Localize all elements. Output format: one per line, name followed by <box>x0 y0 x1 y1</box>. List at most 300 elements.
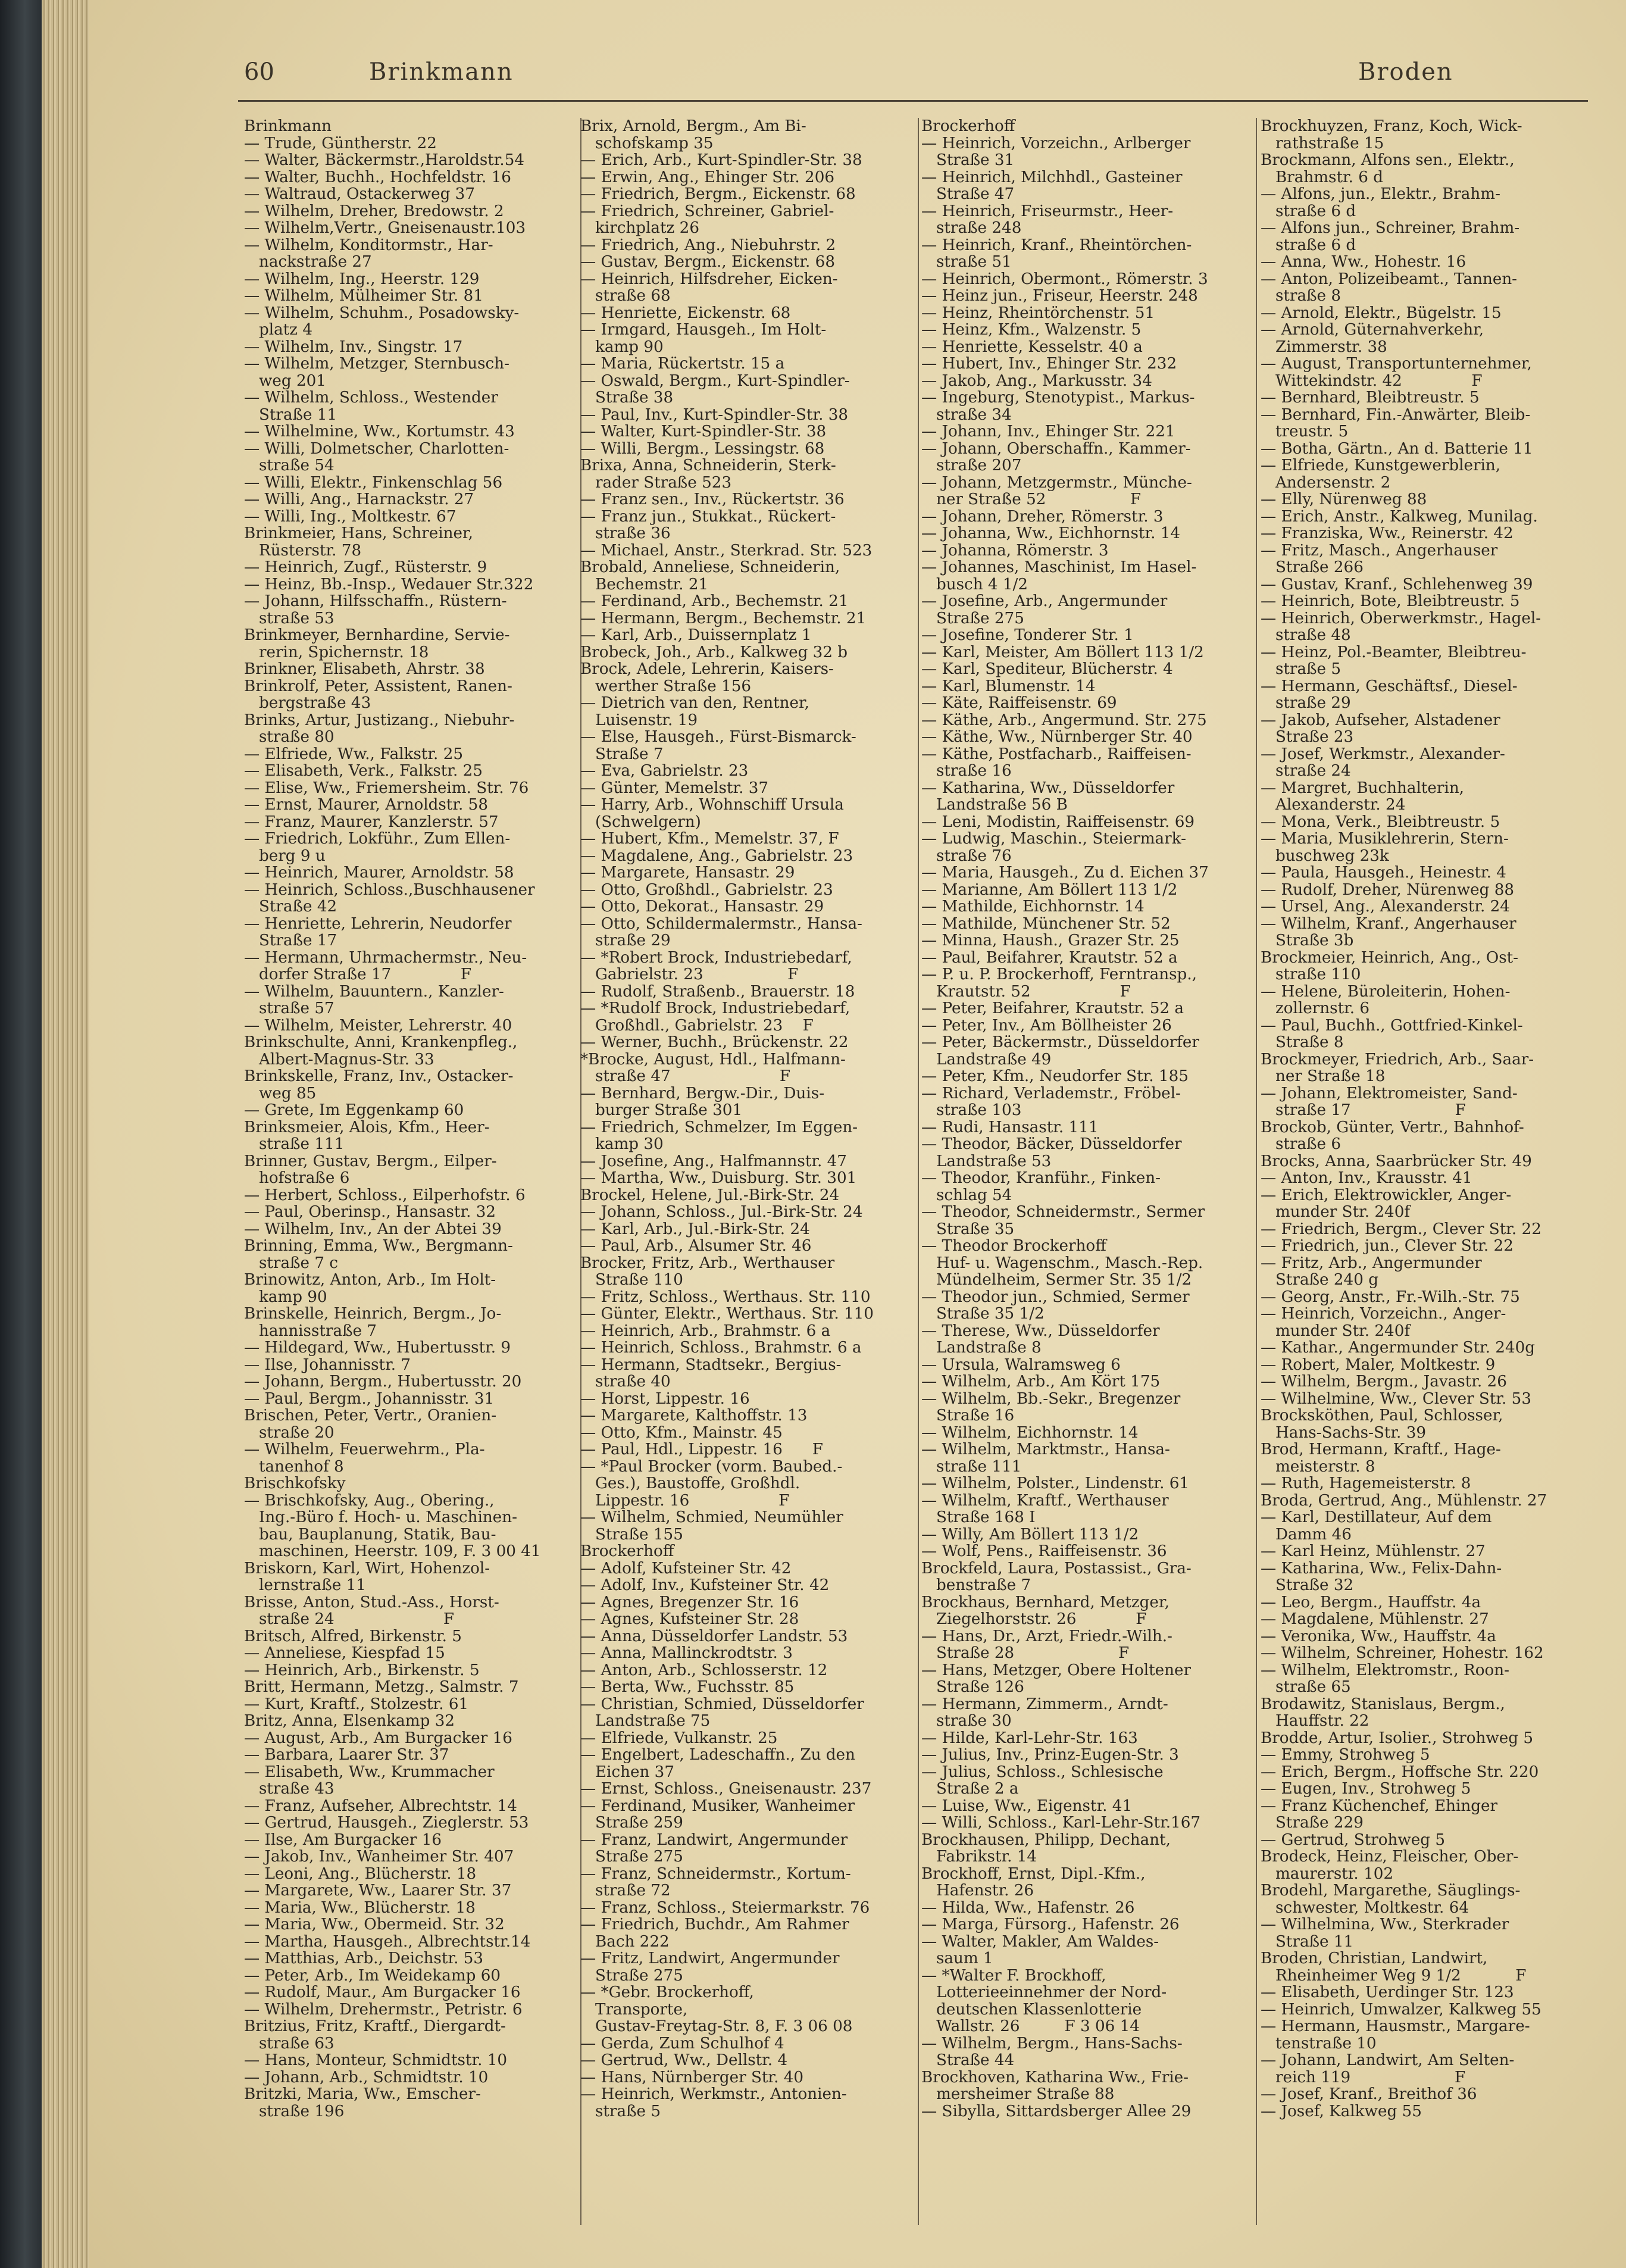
directory-entry-line: Brischkofsky <box>244 1474 346 1492</box>
directory-entry-line: — Josef, Kalkweg 55 <box>1261 2102 1422 2120</box>
directory-entry-line: — Josefine, Ang., Halfmannstr. 47 <box>580 1152 847 1170</box>
directory-entry-line: Brinkschulte, Anni, Krankenpfleg., <box>244 1033 518 1051</box>
directory-entry-line: Straße 11 <box>1261 1932 1354 1951</box>
directory-entry-line: — Günter, Elektr., Werthaus. Str. 110 <box>580 1305 874 1323</box>
directory-column-4 <box>1261 118 1594 2237</box>
directory-entry-line: Brischen, Peter, Vertr., Oranien- <box>244 1407 497 1424</box>
directory-entry-line: kamp 30 <box>580 1135 664 1153</box>
directory-entry-line: — Hubert, Inv., Ehinger Str. 232 <box>921 355 1177 373</box>
directory-entry-line: munder Str. 240f <box>1261 1322 1411 1340</box>
directory-entry-line: — Magdalene, Mühlenstr. 27 <box>1261 1610 1489 1628</box>
directory-entry-line: — Anton, Arb., Schlosserstr. 12 <box>580 1661 828 1679</box>
directory-entry-line: straße 65 <box>1261 1678 1351 1696</box>
directory-entry-line: — Willi, Schloss., Karl-Lehr-Str.167 <box>921 1814 1201 1832</box>
directory-entry-line: straße 34 <box>921 405 1012 424</box>
directory-entry-line: — Anna, Ww., Hohestr. 16 <box>1261 253 1466 271</box>
directory-entry-line: Straße 266 <box>1261 558 1364 576</box>
directory-entry-line: Brinkmeier, Hans, Schreiner, <box>244 524 473 542</box>
directory-entry-line: — Gertrud, Ww., Dellstr. 4 <box>580 2051 788 2069</box>
directory-entry-line: Straße 35 <box>921 1220 1015 1238</box>
directory-entry-line: — Elfriede, Vulkanstr. 25 <box>580 1729 778 1747</box>
directory-entry-line: Britz, Anna, Elsenkamp 32 <box>244 1712 455 1730</box>
directory-entry-line: Alexanderstr. 24 <box>1261 796 1406 814</box>
directory-entry-line: — Anneliese, Kiespfad 15 <box>244 1644 445 1662</box>
directory-entry-line: — Wilhelmina, Ww., Sterkrader <box>1261 1916 1509 1933</box>
directory-entry-line: — Marga, Fürsorg., Hafenstr. 26 <box>921 1916 1180 1933</box>
directory-entry-line: Brinkskelle, Franz, Inv., Ostacker- <box>244 1067 514 1085</box>
directory-entry-line: Brod, Hermann, Kraftf., Hage- <box>1261 1441 1501 1458</box>
directory-entry-line: — Bernhard, Bleibtreustr. 5 <box>1261 389 1480 407</box>
directory-entry-line: — Wilhelm, Bauuntern., Kanzler- <box>244 982 504 1001</box>
directory-entry-line: — Heinrich, Zugf., Rüsterstr. 9 <box>244 558 487 576</box>
directory-entry-line: — Margarete, Hansastr. 29 <box>580 864 795 882</box>
directory-entry-line: hannisstraße 7 <box>244 1322 377 1340</box>
directory-entry-line: Brisse, Anton, Stud.-Ass., Horst- <box>244 1593 499 1611</box>
directory-entry-line: — Elly, Nürenweg 88 <box>1261 491 1427 508</box>
directory-entry-line: lernstraße 11 <box>244 1576 366 1594</box>
directory-entry-line: straße 111 <box>244 1135 345 1153</box>
directory-entry-line: (Schwelgern) <box>580 813 701 831</box>
header-rule <box>238 100 1588 102</box>
directory-entry-line: — Wilhelmine, Ww., Clever Str. 53 <box>1261 1389 1531 1408</box>
directory-entry-line: — Willi, Bergm., Lessingstr. 68 <box>580 439 825 458</box>
directory-entry-line: Hans-Sachs-Str. 39 <box>1261 1423 1427 1442</box>
directory-entry-line: — Friedrich, Bergm., Eickenstr. 68 <box>580 185 856 203</box>
directory-entry-line: — Maria, Ww., Blücherstr. 18 <box>244 1898 476 1917</box>
directory-entry-line: — Gerda, Zum Schulhof 4 <box>580 2034 784 2053</box>
directory-entry-line: maschinen, Heerstr. 109, F. 3 00 41 <box>244 1542 541 1560</box>
directory-entry-line: straße 196 <box>244 2102 345 2120</box>
directory-entry-line: — Käthe, Postfacharb., Raiffeisen- <box>921 745 1192 763</box>
directory-entry-line: treustr. 5 <box>1261 423 1349 441</box>
directory-entry-line: Brockhoven, Katharina Ww., Frie- <box>921 2068 1189 2086</box>
directory-entry-line: — Rudolf, Dreher, Nürenweg 88 <box>1261 880 1515 899</box>
directory-entry-line: — Wolf, Pens., Raiffeisenstr. 36 <box>921 1542 1167 1560</box>
directory-entry-line: Krautstr. 52 F <box>921 982 1131 1001</box>
directory-entry-line: Broden, Christian, Landwirt, <box>1261 1950 1488 1967</box>
directory-entry-line: Brodde, Artur, Isolier., Strohweg 5 <box>1261 1729 1533 1747</box>
directory-entry-line: Straße 44 <box>921 2051 1015 2069</box>
directory-entry-line: tanenhof 8 <box>244 1457 344 1476</box>
directory-entry-line: Ziegelhorststr. 26 F <box>921 1610 1147 1628</box>
directory-entry-line: benstraße 7 <box>921 1576 1031 1594</box>
directory-entry-line: Straße 155 <box>580 1525 683 1544</box>
directory-entry-line: — Leo, Bergm., Hauffstr. 4a <box>1261 1593 1481 1611</box>
directory-entry-line: — Erwin, Ang., Ehinger Str. 206 <box>580 168 835 186</box>
directory-entry-line: — *Robert Brock, Industriebedarf, <box>580 948 852 967</box>
directory-entry-line: — Wilhelm, Eichhornstr. 14 <box>921 1423 1139 1442</box>
directory-entry-line: Britzki, Maria, Ww., Emscher- <box>244 2085 481 2103</box>
directory-entry-line: — Therese, Ww., Düsseldorfer <box>921 1322 1160 1340</box>
directory-entry-line: Straße 275 <box>580 1848 683 1866</box>
directory-entry-line: — Theodor, Bäcker, Düsseldorfer <box>921 1135 1182 1153</box>
directory-entry-line: — Wilhelm, Schuhm., Posadowsky- <box>244 304 520 322</box>
directory-entry-line: — Anna, Mallinckrodtstr. 3 <box>580 1644 793 1662</box>
directory-entry-line: — Werner, Buchh., Brückenstr. 22 <box>580 1033 849 1051</box>
directory-entry-line: straße 53 <box>244 609 334 627</box>
directory-entry-line: weg 201 <box>244 371 326 390</box>
directory-entry-line: Landstraße 8 <box>921 1339 1042 1357</box>
directory-entry-line: — Franz, Landwirt, Angermunder <box>580 1830 848 1849</box>
directory-entry-line: — Paul, Beifahrer, Krautstr. 52 a <box>921 948 1178 967</box>
directory-entry-line: — Heinrich, Kranf., Rheintörchen- <box>921 236 1192 254</box>
directory-entry-line: — Karl, Destillateur, Auf dem <box>1261 1508 1492 1526</box>
directory-entry-line: — Julius, Inv., Prinz-Eugen-Str. 3 <box>921 1746 1179 1764</box>
directory-entry-line: — Ilse, Am Burgacker 16 <box>244 1830 442 1849</box>
directory-entry-line: Straße 32 <box>1261 1576 1354 1594</box>
directory-entry-line: — Heinrich, Maurer, Arnoldstr. 58 <box>244 864 514 882</box>
directory-entry-line: Brinksmeier, Alois, Kfm., Heer- <box>244 1118 490 1136</box>
directory-entry-line: buschweg 23k <box>1261 846 1389 865</box>
directory-entry-line: Brobald, Anneliese, Schneiderin, <box>580 558 840 576</box>
directory-entry-line: — Erich, Arb., Kurt-Spindler-Str. 38 <box>580 151 862 169</box>
directory-column-2 <box>580 118 914 2237</box>
directory-entry-line: Straße 35 1/2 <box>921 1305 1045 1323</box>
directory-entry-line: Luisenstr. 19 <box>580 711 698 729</box>
directory-entry-line: — Paul, Buchh., Gottfried-Kinkel- <box>1261 1016 1523 1035</box>
directory-entry-line: — Wilhelm, Arb., Am Kört 175 <box>921 1373 1161 1391</box>
directory-entry-line: Brocksköthen, Paul, Schlosser, <box>1261 1407 1503 1424</box>
directory-entry-line: — Helene, Büroleiterin, Hohen- <box>1261 982 1511 1001</box>
directory-entry-line: — Barbara, Laarer Str. 37 <box>244 1746 449 1764</box>
directory-entry-line: Broda, Gertrud, Ang., Mühlenstr. 27 <box>1261 1491 1547 1510</box>
directory-entry-line: — Peter, Inv., Am Böllheister 26 <box>921 1016 1172 1035</box>
directory-entry-line: — Hans, Monteur, Schmidtstr. 10 <box>244 2051 508 2069</box>
directory-entry-line: — Josef, Werkmstr., Alexander- <box>1261 745 1505 763</box>
directory-entry-line: — Peter, Beifahrer, Krautstr. 52 a <box>921 999 1184 1017</box>
directory-entry-line: — Mathilde, Münchener Str. 52 <box>921 914 1171 933</box>
directory-entry-line: — Wilhelm, Schreiner, Hohestr. 162 <box>1261 1644 1544 1662</box>
directory-entry-line: — Friedrich, jun., Clever Str. 22 <box>1261 1237 1514 1255</box>
directory-entry-line: Straße 23 <box>1261 728 1354 746</box>
directory-entry-line: — Peter, Kfm., Neudorfer Str. 185 <box>921 1067 1189 1085</box>
directory-entry-line: Zimmerstr. 38 <box>1261 338 1387 356</box>
directory-entry-line: straße 103 <box>921 1101 1022 1119</box>
directory-entry-line: Brockmeyer, Friedrich, Arb., Saar- <box>1261 1050 1534 1069</box>
directory-entry-line: — Elisabeth, Ww., Krummacher <box>244 1763 495 1781</box>
directory-entry-line: Straße 11 <box>244 405 337 424</box>
directory-entry-line: — Peter, Arb., Im Weidekamp 60 <box>244 1966 501 1985</box>
directory-entry-line: — Maria, Rückertstr. 15 a <box>580 355 785 373</box>
directory-entry-line: — Ursula, Walramsweg 6 <box>921 1355 1121 1374</box>
directory-entry-line: — Hans, Dr., Arzt, Friedr.-Wilh.- <box>921 1627 1172 1645</box>
directory-entry-line: — Kurt, Kraftf., Stolzestr. 61 <box>244 1695 469 1713</box>
directory-entry-line: — Wilhelm, Kranf., Angerhauser <box>1261 914 1516 933</box>
directory-entry-line: — Agnes, Kufsteiner Str. 28 <box>580 1610 799 1628</box>
directory-entry-line: — Gustav, Bergm., Eickenstr. 68 <box>580 253 835 271</box>
directory-entry-line: — Franz, Schneidermstr., Kortum- <box>580 1864 851 1883</box>
directory-entry-line: — Otto, Kfm., Mainstr. 45 <box>580 1423 783 1442</box>
directory-entry-line: deutschen Klassenlotterie <box>921 2000 1142 2019</box>
directory-entry-line: Straße 229 <box>1261 1814 1364 1832</box>
directory-entry-line: Ing.-Büro f. Hoch- u. Maschinen- <box>244 1508 517 1526</box>
directory-entry-line: — Hans, Metzger, Obere Holtener <box>921 1661 1192 1679</box>
directory-entry-line: — Magdalene, Ang., Gabrielstr. 23 <box>580 846 853 865</box>
directory-entry-line: straße 48 <box>1261 626 1351 644</box>
directory-entry-line: — Georg, Anstr., Fr.-Wilh.-Str. 75 <box>1261 1288 1520 1306</box>
directory-entry-line: nackstraße 27 <box>244 253 372 271</box>
directory-entry-line: reich 119 F <box>1261 2068 1466 2086</box>
directory-entry-line: — Marianne, Am Böllert 113 1/2 <box>921 880 1178 899</box>
directory-entry-line: — Hilde, Karl-Lehr-Str. 163 <box>921 1729 1138 1747</box>
directory-entry-line: tenstraße 10 <box>1261 2034 1377 2053</box>
directory-entry-line: — Luise, Ww., Eigenstr. 41 <box>921 1797 1133 1815</box>
directory-entry-line: — Hermann, Hausmstr., Margare- <box>1261 2017 1530 2035</box>
directory-entry-line: straße 36 <box>580 524 671 542</box>
directory-entry-line: mersheimer Straße 88 <box>921 2085 1115 2103</box>
directory-entry-line: — Oswald, Bergm., Kurt-Spindler- <box>580 371 850 390</box>
directory-entry-line: — Ursel, Ang., Alexanderstr. 24 <box>1261 898 1510 916</box>
directory-entry-line: — Hans, Nürnberger Str. 40 <box>580 2068 804 2086</box>
directory-entry-line: berg 9 u <box>244 846 326 865</box>
directory-entry-line: straße 20 <box>244 1423 334 1442</box>
directory-entry-line: — Theodor, Kranführ., Finken- <box>921 1169 1161 1187</box>
directory-entry-line: — Wilhelm, Konditormstr., Har- <box>244 236 493 254</box>
directory-entry-line: kirchplatz 26 <box>580 219 699 237</box>
directory-entry-line: — Erich, Elektrowickler, Anger- <box>1261 1186 1512 1204</box>
directory-entry-line: — Franz sen., Inv., Rückertstr. 36 <box>580 491 845 508</box>
directory-entry-line: Bach 222 <box>580 1932 670 1951</box>
directory-entry-line: — Walter, Buchh., Hochfeldstr. 16 <box>244 168 511 186</box>
directory-entry-line: — August, Transportunternehmer, <box>1261 355 1532 373</box>
directory-entry-line: — Friedrich, Schreiner, Gabriel- <box>580 202 834 220</box>
directory-entry-line: — Theodor Brockerhoff <box>921 1237 1106 1255</box>
directory-entry-line: — Eugen, Inv., Strohweg 5 <box>1261 1780 1471 1798</box>
directory-entry-line: — P. u. P. Brockerhoff, Ferntransp., <box>921 966 1197 983</box>
directory-entry-line: — Heinrich, Bote, Bleibtreustr. 5 <box>1261 592 1520 610</box>
directory-entry-line: — Käthe, Ww., Nürnberger Str. 40 <box>921 728 1193 746</box>
directory-entry-line: zollernstr. 6 <box>1261 999 1370 1017</box>
directory-entry-line: — Elisabeth, Uerdinger Str. 123 <box>1261 1983 1514 2001</box>
directory-entry-line: — Arnold, Elektr., Bügelstr. 15 <box>1261 304 1502 322</box>
directory-entry-line: — Hilda, Ww., Hafenstr. 26 <box>921 1898 1135 1917</box>
directory-entry-line: — Trude, Güntherstr. 22 <box>244 134 437 152</box>
directory-entry-line: Brock, Adele, Lehrerin, Kaisers- <box>580 660 834 678</box>
directory-entry-line: — Horst, Lippestr. 16 <box>580 1389 750 1408</box>
directory-entry-line: Straße 28 F <box>921 1644 1130 1662</box>
directory-entry-line: straße 30 <box>921 1712 1012 1730</box>
directory-entry-line: — Josefine, Tonderer Str. 1 <box>921 626 1134 644</box>
directory-entry-line: Bechemstr. 21 <box>580 575 709 593</box>
directory-entry-line: Gustav-Freytag-Str. 8, F. 3 06 08 <box>580 2017 853 2035</box>
directory-entry-line: — Ernst, Maurer, Arnoldstr. 58 <box>244 796 488 814</box>
directory-entry-line: munder Str. 240f <box>1261 1203 1411 1221</box>
directory-entry-line: straße 7 c <box>244 1254 339 1272</box>
directory-entry-line: bau, Bauplanung, Statik, Bau- <box>244 1525 496 1544</box>
directory-entry-line: Straße 38 <box>580 389 674 407</box>
directory-entry-line: — Elisabeth, Verk., Falkstr. 25 <box>244 762 483 780</box>
directory-entry-line: — Franz Küchenchef, Ehinger <box>1261 1797 1497 1815</box>
directory-entry-line: Brockmeier, Heinrich, Ang., Ost- <box>1261 948 1519 967</box>
directory-entry-line: Brinkrolf, Peter, Assistent, Ranen- <box>244 677 512 695</box>
directory-entry-line: Hafenstr. 26 <box>921 1882 1034 1900</box>
directory-entry-line: — Ingeburg, Stenotypist., Markus- <box>921 389 1195 407</box>
directory-entry-line: straße 111 <box>921 1457 1022 1476</box>
directory-entry-line: — Käte, Raiffeisenstr. 69 <box>921 694 1117 712</box>
directory-entry-line: — Veronika, Ww., Hauffstr. 4a <box>1261 1627 1496 1645</box>
directory-entry-line: — Leoni, Ang., Blücherstr. 18 <box>244 1864 477 1883</box>
directory-entry-line: — Agnes, Bregenzer Str. 16 <box>580 1593 799 1611</box>
directory-entry-line: — Heinrich, Vorzeichn., Arlberger <box>921 134 1191 152</box>
directory-entry-line: werther Straße 156 <box>580 677 752 695</box>
directory-entry-line: — Gertrud, Hausgeh., Zieglerstr. 53 <box>244 1814 529 1832</box>
directory-entry-line: — Otto, Dekorat., Hansastr. 29 <box>580 898 824 916</box>
directory-entry-line: saum 1 <box>921 1950 993 1967</box>
directory-entry-line: — Willi, Ang., Harnackstr. 27 <box>244 491 474 508</box>
directory-entry-line: — Hildegard, Ww., Hubertusstr. 9 <box>244 1339 511 1357</box>
directory-entry-line: — Heinz, Pol.-Beamter, Bleibtreu- <box>1261 643 1527 661</box>
directory-entry-line: — Hermann, Stadtsekr., Bergius- <box>580 1355 842 1374</box>
directory-entry-line: — Margarete, Kalthoffstr. 13 <box>580 1407 808 1424</box>
directory-entry-line: — Wilhelm, Bergm., Javastr. 26 <box>1261 1373 1507 1391</box>
directory-entry-line: Britt, Hermann, Metzg., Salmstr. 7 <box>244 1678 519 1696</box>
directory-entry-line: — Wilhelm, Bergm., Hans-Sachs- <box>921 2034 1183 2053</box>
directory-entry-line: straße 110 <box>1261 966 1361 983</box>
directory-entry-line: — Adolf, Inv., Kufsteiner Str. 42 <box>580 1576 830 1594</box>
directory-entry-line: Landstraße 56 B <box>921 796 1068 814</box>
directory-entry-line: schlag 54 <box>921 1186 1012 1204</box>
directory-entry-line: — Heinz jun., Friseur, Heerstr. 248 <box>921 287 1198 305</box>
directory-entry-line: — Friedrich, Lokführ., Zum Ellen- <box>244 830 511 848</box>
directory-entry-line: — Heinrich, Vorzeichn., Anger- <box>1261 1305 1506 1323</box>
directory-entry-line: — Wilhelm, Bb.-Sekr., Bregenzer <box>921 1389 1181 1408</box>
directory-entry-line: — Fritz, Arb., Angermunder <box>1261 1254 1482 1272</box>
column-divider <box>1256 118 1257 2225</box>
directory-entry-line: — Heinrich, Schloss.,Buschhausener <box>244 880 535 899</box>
directory-entry-line: — Margret, Buchhalterin, <box>1261 779 1465 797</box>
directory-entry-line: — Karl, Arb., Jul.-Birk-Str. 24 <box>580 1220 810 1238</box>
directory-entry-line: straße 80 <box>244 728 334 746</box>
directory-entry-line: — Anna, Düsseldorfer Landstr. 53 <box>580 1627 848 1645</box>
directory-entry-line: — Jakob, Inv., Wanheimer Str. 407 <box>244 1848 514 1866</box>
directory-entry-line: burger Straße 301 <box>580 1101 743 1119</box>
directory-entry-line: — Jakob, Ang., Markusstr. 34 <box>921 371 1152 390</box>
directory-entry-line: Eichen 37 <box>580 1763 675 1781</box>
directory-entry-line: busch 4 1/2 <box>921 575 1028 593</box>
directory-entry-line: Rüsterstr. 78 <box>244 541 362 560</box>
directory-entry-line: Rheinheimer Weg 9 1/2 F <box>1261 1966 1527 1985</box>
directory-entry-line: — Robert, Maler, Moltkestr. 9 <box>1261 1355 1496 1374</box>
directory-entry-line: ner Straße 52 F <box>921 491 1142 508</box>
directory-entry-line: — Henriette, Kesselstr. 40 a <box>921 338 1143 356</box>
directory-entry-line: — Wilhelm, Elektromstr., Roon- <box>1261 1661 1509 1679</box>
directory-entry-line: — Waltraud, Ostackerweg 37 <box>244 185 475 203</box>
directory-entry-line: Brinner, Gustav, Bergm., Eilper- <box>244 1152 497 1170</box>
directory-entry-line: Britsch, Alfred, Birkenstr. 5 <box>244 1627 462 1645</box>
directory-entry-line: Brobeck, Joh., Arb., Kalkweg 32 b <box>580 643 848 661</box>
directory-entry-line: Brockhausen, Philipp, Dechant, <box>921 1830 1171 1849</box>
directory-entry-line: — Elfriede, Kunstgewerblerin, <box>1261 457 1501 474</box>
directory-entry-line: Straße 275 <box>580 1966 683 1985</box>
directory-entry-line: — Heinrich, Arb., Brahmstr. 6 a <box>580 1322 831 1340</box>
directory-entry-line: straße 76 <box>921 846 1012 865</box>
directory-entry-line: — Hermann, Zimmerm., Arndt- <box>921 1695 1168 1713</box>
directory-entry-line: straße 17 F <box>1261 1101 1466 1119</box>
directory-entry-line: Lotterieeinnehmer der Nord- <box>921 1983 1167 2001</box>
directory-entry-line: — *Paul Brocker (vorm. Baubed.- <box>580 1457 843 1476</box>
directory-entry-line: Brockob, Günter, Vertr., Bahnhof- <box>1261 1118 1524 1136</box>
directory-entry-line: — Johann, Elektromeister, Sand- <box>1261 1084 1518 1102</box>
directory-entry-line: — Julius, Schloss., Schlesische <box>921 1763 1164 1781</box>
directory-entry-line: — Gertrud, Strohweg 5 <box>1261 1830 1446 1849</box>
directory-entry-line: — Mona, Verk., Bleibtreustr. 5 <box>1261 813 1500 831</box>
directory-entry-line: Wittekindstr. 42 F <box>1261 371 1483 390</box>
directory-entry-line: — Karl, Blumenstr. 14 <box>921 677 1096 695</box>
directory-entry-line: — Botha, Gärtn., An d. Batterie 11 <box>1261 439 1533 458</box>
directory-entry-line: — Josefine, Arb., Angermunder <box>921 592 1168 610</box>
directory-entry-line: Straße 168 I <box>921 1508 1036 1526</box>
directory-entry-line: Straße 110 <box>580 1271 683 1289</box>
directory-entry-line: — Henriette, Eickenstr. 68 <box>580 304 791 322</box>
directory-entry-line: — Maria, Musiklehrerin, Stern- <box>1261 830 1509 848</box>
directory-entry-line: Straße 7 <box>580 745 664 763</box>
directory-entry-line: straße 6 d <box>1261 202 1356 220</box>
directory-entry-line: — Jakob, Aufseher, Alstadener <box>1261 711 1500 729</box>
directory-entry-line: Britzius, Fritz, Kraftf., Diergardt- <box>244 2017 506 2035</box>
directory-entry-line: — Herbert, Schloss., Eilperhofstr. 6 <box>244 1186 526 1204</box>
directory-entry-line: straße 5 <box>1261 660 1342 678</box>
directory-entry-line: — Franz jun., Stukkat., Rückert- <box>580 507 836 526</box>
directory-entry-line: Damm 46 <box>1261 1525 1352 1544</box>
directory-entry-line: — Johann, Oberschaffn., Kammer- <box>921 439 1191 458</box>
directory-entry-line: Großhdl., Gabrielstr. 23 F <box>580 1016 814 1035</box>
directory-entry-line: — Katharina, Ww., Düsseldorfer <box>921 779 1175 797</box>
directory-entry-line: — Fritz, Schloss., Werthaus. Str. 110 <box>580 1288 871 1306</box>
directory-entry-line: — Adolf, Kufsteiner Str. 42 <box>580 1559 792 1577</box>
directory-entry-line: dorfer Straße 17 F <box>244 966 471 983</box>
directory-entry-line: — Dietrich van den, Rentner, <box>580 694 809 712</box>
directory-entry-line: straße 8 <box>1261 287 1342 305</box>
directory-entry-line: Brockhuyzen, Franz, Koch, Wick- <box>1261 118 1522 135</box>
directory-entry-line: straße 57 <box>244 999 334 1017</box>
directory-entry-line: Brixa, Anna, Schneiderin, Sterk- <box>580 457 836 474</box>
directory-entry-line: straße 24 <box>1261 762 1351 780</box>
directory-entry-line: — Josef, Kranf., Breithof 36 <box>1261 2085 1477 2103</box>
directory-entry-line: — Ludwig, Maschin., Steiermark- <box>921 830 1186 848</box>
directory-entry-line: — Wilhelmine, Ww., Kortumstr. 43 <box>244 423 515 441</box>
directory-entry-line: — Franziska, Ww., Reinerstr. 42 <box>1261 524 1514 542</box>
directory-entry-line: Transporte, <box>580 2000 688 2019</box>
directory-entry-line: Brinning, Emma, Ww., Bergmann- <box>244 1237 513 1255</box>
directory-entry-line: — Bernhard, Bergw.-Dir., Duis- <box>580 1084 825 1102</box>
directory-entry-line: — Paul, Inv., Kurt-Spindler-Str. 38 <box>580 405 849 424</box>
directory-entry-line: Brockfeld, Laura, Postassist., Gra- <box>921 1559 1192 1577</box>
directory-entry-line: — Johannes, Maschinist, Im Hasel- <box>921 558 1197 576</box>
directory-entry-line: schwester, Moltkestr. 64 <box>1261 1898 1469 1917</box>
directory-entry-line: — Karl, Spediteur, Blücherstr. 4 <box>921 660 1173 678</box>
directory-entry-line: — Johann, Landwirt, Am Selten- <box>1261 2051 1515 2069</box>
directory-entry-line: — August, Arb., Am Burgacker 16 <box>244 1729 512 1747</box>
directory-entry-line: — Theodor, Schneidermstr., Sermer <box>921 1203 1205 1221</box>
directory-entry-line: — Friedrich, Schmelzer, Im Eggen- <box>580 1118 858 1136</box>
directory-entry-line: Straße 42 <box>244 898 337 916</box>
directory-entry-line: — Erich, Anstr., Kalkweg, Munilag. <box>1261 507 1538 526</box>
directory-entry-line: — Martha, Ww., Duisburg. Str. 301 <box>580 1169 857 1187</box>
directory-entry-line: Fabrikstr. 14 <box>921 1848 1037 1866</box>
directory-entry-line: straße 68 <box>580 287 671 305</box>
directory-entry-line: — Margarete, Ww., Laarer Str. 37 <box>244 1882 512 1900</box>
directory-entry-line: — Heinrich, Oberwerkmstr., Hagel- <box>1261 609 1541 627</box>
directory-entry-line: — Mathilde, Eichhornstr. 14 <box>921 898 1145 916</box>
directory-entry-line: — Rudolf, Straßenb., Brauerstr. 18 <box>580 982 855 1001</box>
directory-entry-line: — Paul, Bergm., Johannisstr. 31 <box>244 1389 495 1408</box>
directory-entry-line: — Bernhard, Fin.-Anwärter, Bleib- <box>1261 405 1531 424</box>
directory-entry-line: — Paul, Hdl., Lippestr. 16 F <box>580 1441 823 1458</box>
directory-entry-line: — Grete, Im Eggenkamp 60 <box>244 1101 464 1119</box>
directory-entry-line: — *Rudolf Brock, Industriebedarf, <box>580 999 850 1017</box>
directory-entry-line: Brinkmann <box>244 118 332 135</box>
directory-entry-line: — Gustav, Kranf., Schlehenweg 39 <box>1261 575 1533 593</box>
